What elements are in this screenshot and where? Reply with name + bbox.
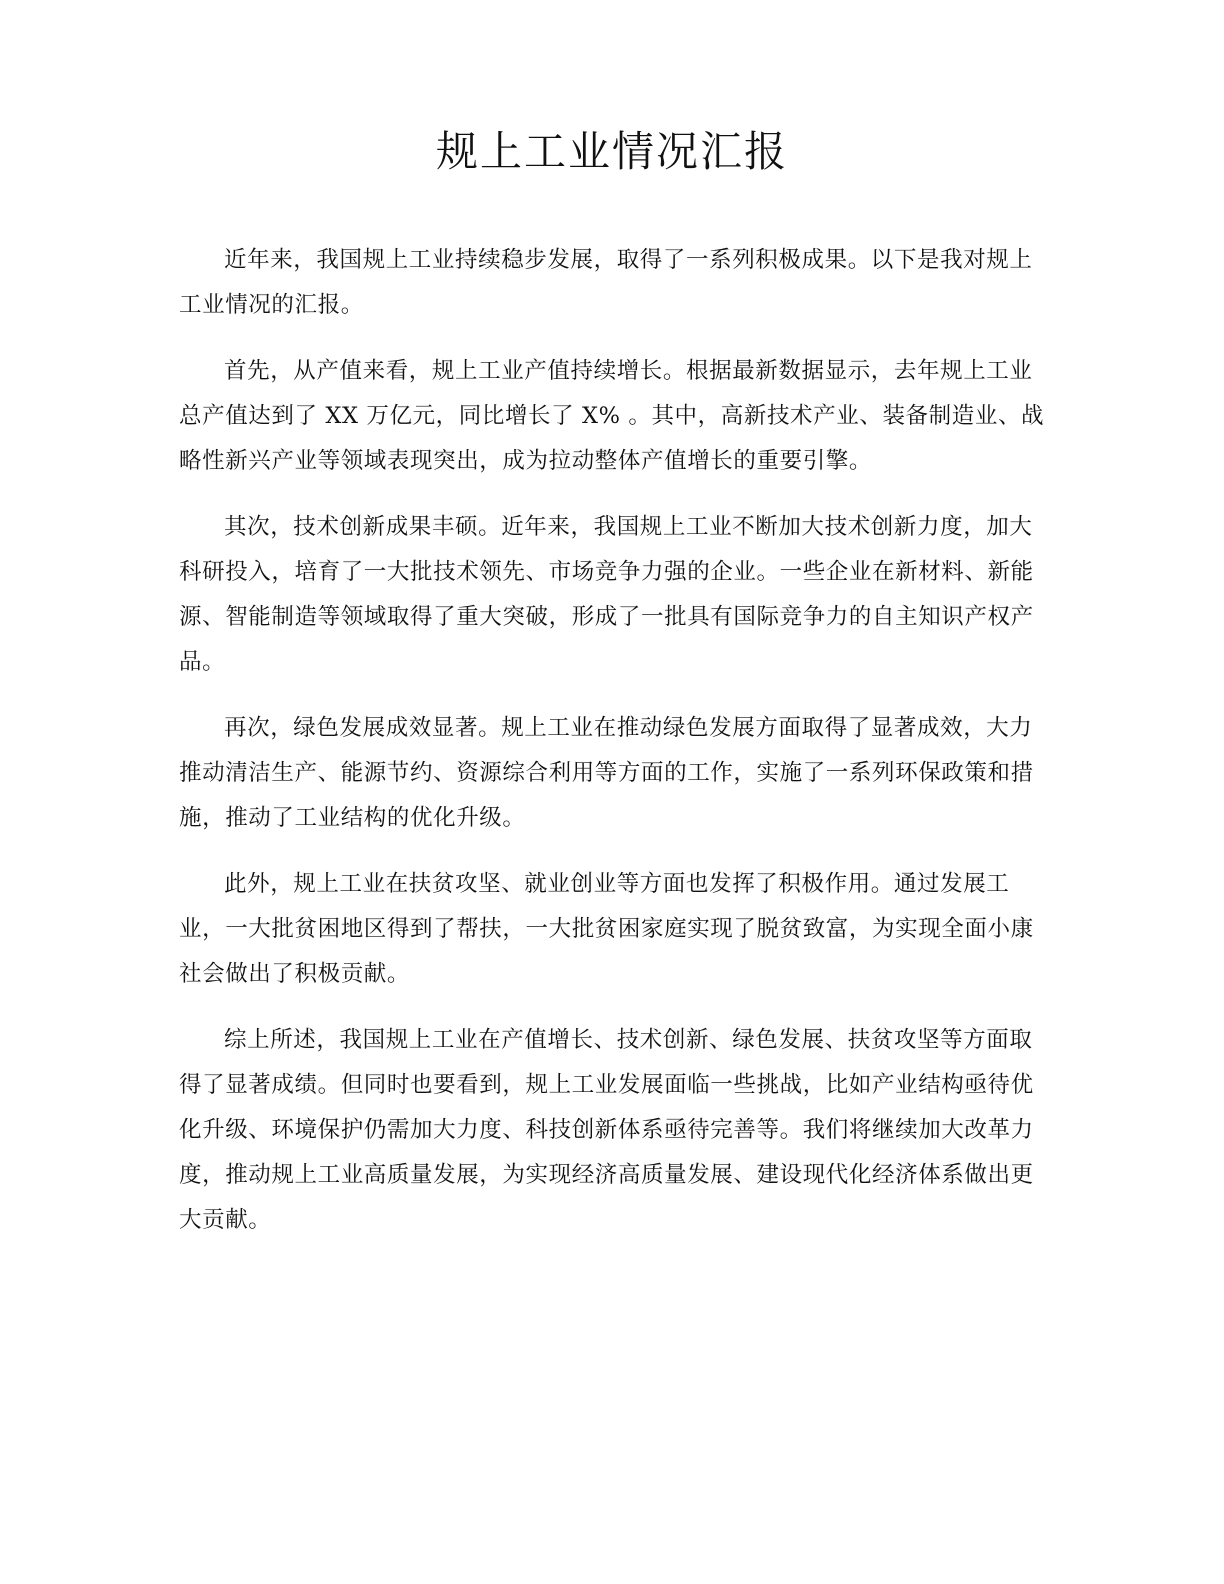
paragraph-output-value: 首先，从产值来看，规上工业产值持续增长。根据最新数据显示，去年规上工业总产值达到了 XX 万亿元，同比增长了 X% 。其中，高新技术产业、装备制造业、战略性新兴产业等领域表现突出，成为拉动整体产值增长的重要引擎。 <box>179 358 1045 474</box>
paragraph-summary: 综上所述，我国规上工业在产值增长、技术创新、绿色发展、扶贫攻坚等方面取得了显著成绩。但同时也要看到，规上工业发展面临一些挑战，比如产业结构亟待优化升级、环境保护仍需加大力度、科技创新体系亟待完善等。我们将继续加大改革力度，推动规上工业高质量发展，为实现经济高质量发展、建设现代化经济体系做出更大贡献。 <box>179 1027 1034 1233</box>
paragraph-poverty-alleviation: 此外，规上工业在扶贫攻坚、就业创业等方面也发挥了积极作用。通过发展工业，一大批贫困地区得到了帮扶，一大批贫困家庭实现了脱贫致富，为实现全面小康社会做出了积极贡献。 <box>179 871 1034 987</box>
document-title: 规上工业情况汇报 <box>435 127 788 176</box>
document-body <box>179 238 1047 1264</box>
paragraph-intro: 近年来，我国规上工业持续稳步发展，取得了一系列积极成果。以下是我对规上工业情况的汇报。 <box>179 247 1033 318</box>
paragraph-green-development: 再次，绿色发展成效显著。规上工业在推动绿色发展方面取得了显著成效，大力推动清洁生产、能源节约、资源综合利用等方面的工作，实施了一系列环保政策和措施，推动了工业结构的优化升级。 <box>179 715 1034 831</box>
paragraph-innovation: 其次，技术创新成果丰硕。近年来，我国规上工业不断加大技术创新力度，加大科研投入，培育了一大批技术领先、市场竞争力强的企业。一些企业在新材料、新能源、智能制造等领域取得了重大突破，形成了一批具有国际竞争力的自主知识产权产品。 <box>179 514 1034 675</box>
